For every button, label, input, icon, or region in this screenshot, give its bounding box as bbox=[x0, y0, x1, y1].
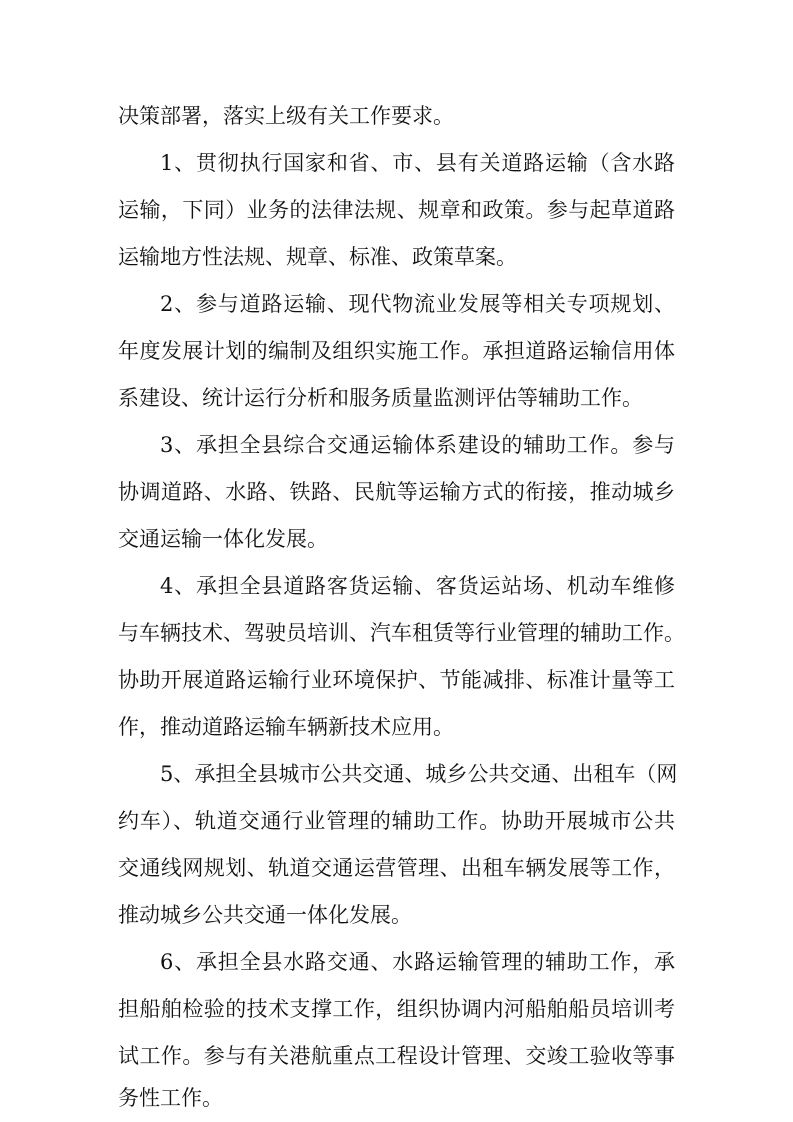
text-line: 协调道路、水路、铁路、民航等运输方式的衔接，推动城乡 bbox=[118, 480, 675, 504]
text-line: 系建设、统计运行分析和服务质量监测评估等辅助工作。 bbox=[118, 386, 643, 410]
text-line: 交通运输一体化发展。 bbox=[118, 527, 328, 551]
text-line: 年度发展计划的编制及组织实施工作。承担道路运输信用体 bbox=[118, 339, 675, 363]
text-line: 2、参与道路运输、现代物流业发展等相关专项规划、 bbox=[160, 292, 675, 316]
text-line: 作，推动道路运输车辆新技术应用。 bbox=[118, 715, 454, 739]
text-line: 6、承担全县水路交通、水路运输管理的辅助工作，承 bbox=[160, 950, 675, 974]
text-line: 交通线网规划、轨道交通运营管理、出租车辆发展等工作， bbox=[118, 856, 675, 880]
text-line: 约车）、轨道交通行业管理的辅助工作。协助开展城市公共 bbox=[118, 809, 675, 833]
text-line: 1、贯彻执行国家和省、市、县有关道路运输（含水路 bbox=[160, 151, 675, 175]
text-line: 试工作。参与有关港航重点工程设计管理、交竣工验收等事 bbox=[118, 1044, 675, 1068]
text-line: 3、承担全县综合交通运输体系建设的辅助工作。参与 bbox=[160, 433, 675, 457]
text-line: 决策部署，落实上级有关工作要求。 bbox=[118, 104, 454, 128]
text-line: 与车辆技术、驾驶员培训、汽车租赁等行业管理的辅助工作。 bbox=[118, 621, 685, 645]
text-line: 务性工作。 bbox=[118, 1086, 223, 1110]
text-line: 运输地方性法规、规章、标准、政策草案。 bbox=[118, 245, 517, 269]
text-line: 4、承担全县道路客货运输、客货运站场、机动车维修 bbox=[160, 574, 675, 598]
text-line: 推动城乡公共交通一体化发展。 bbox=[118, 903, 412, 927]
text-line: 担船舶检验的技术支撑工作，组织协调内河船舶船员培训考 bbox=[118, 997, 675, 1021]
text-line: 5、承担全县城市公共交通、城乡公共交通、出租车（网 bbox=[160, 762, 678, 786]
text-line: 协助开展道路运输行业环境保护、节能减排、标准计量等工 bbox=[118, 668, 675, 692]
text-line: 运输，下同）业务的法律法规、规章和政策。参与起草道路 bbox=[118, 198, 675, 222]
